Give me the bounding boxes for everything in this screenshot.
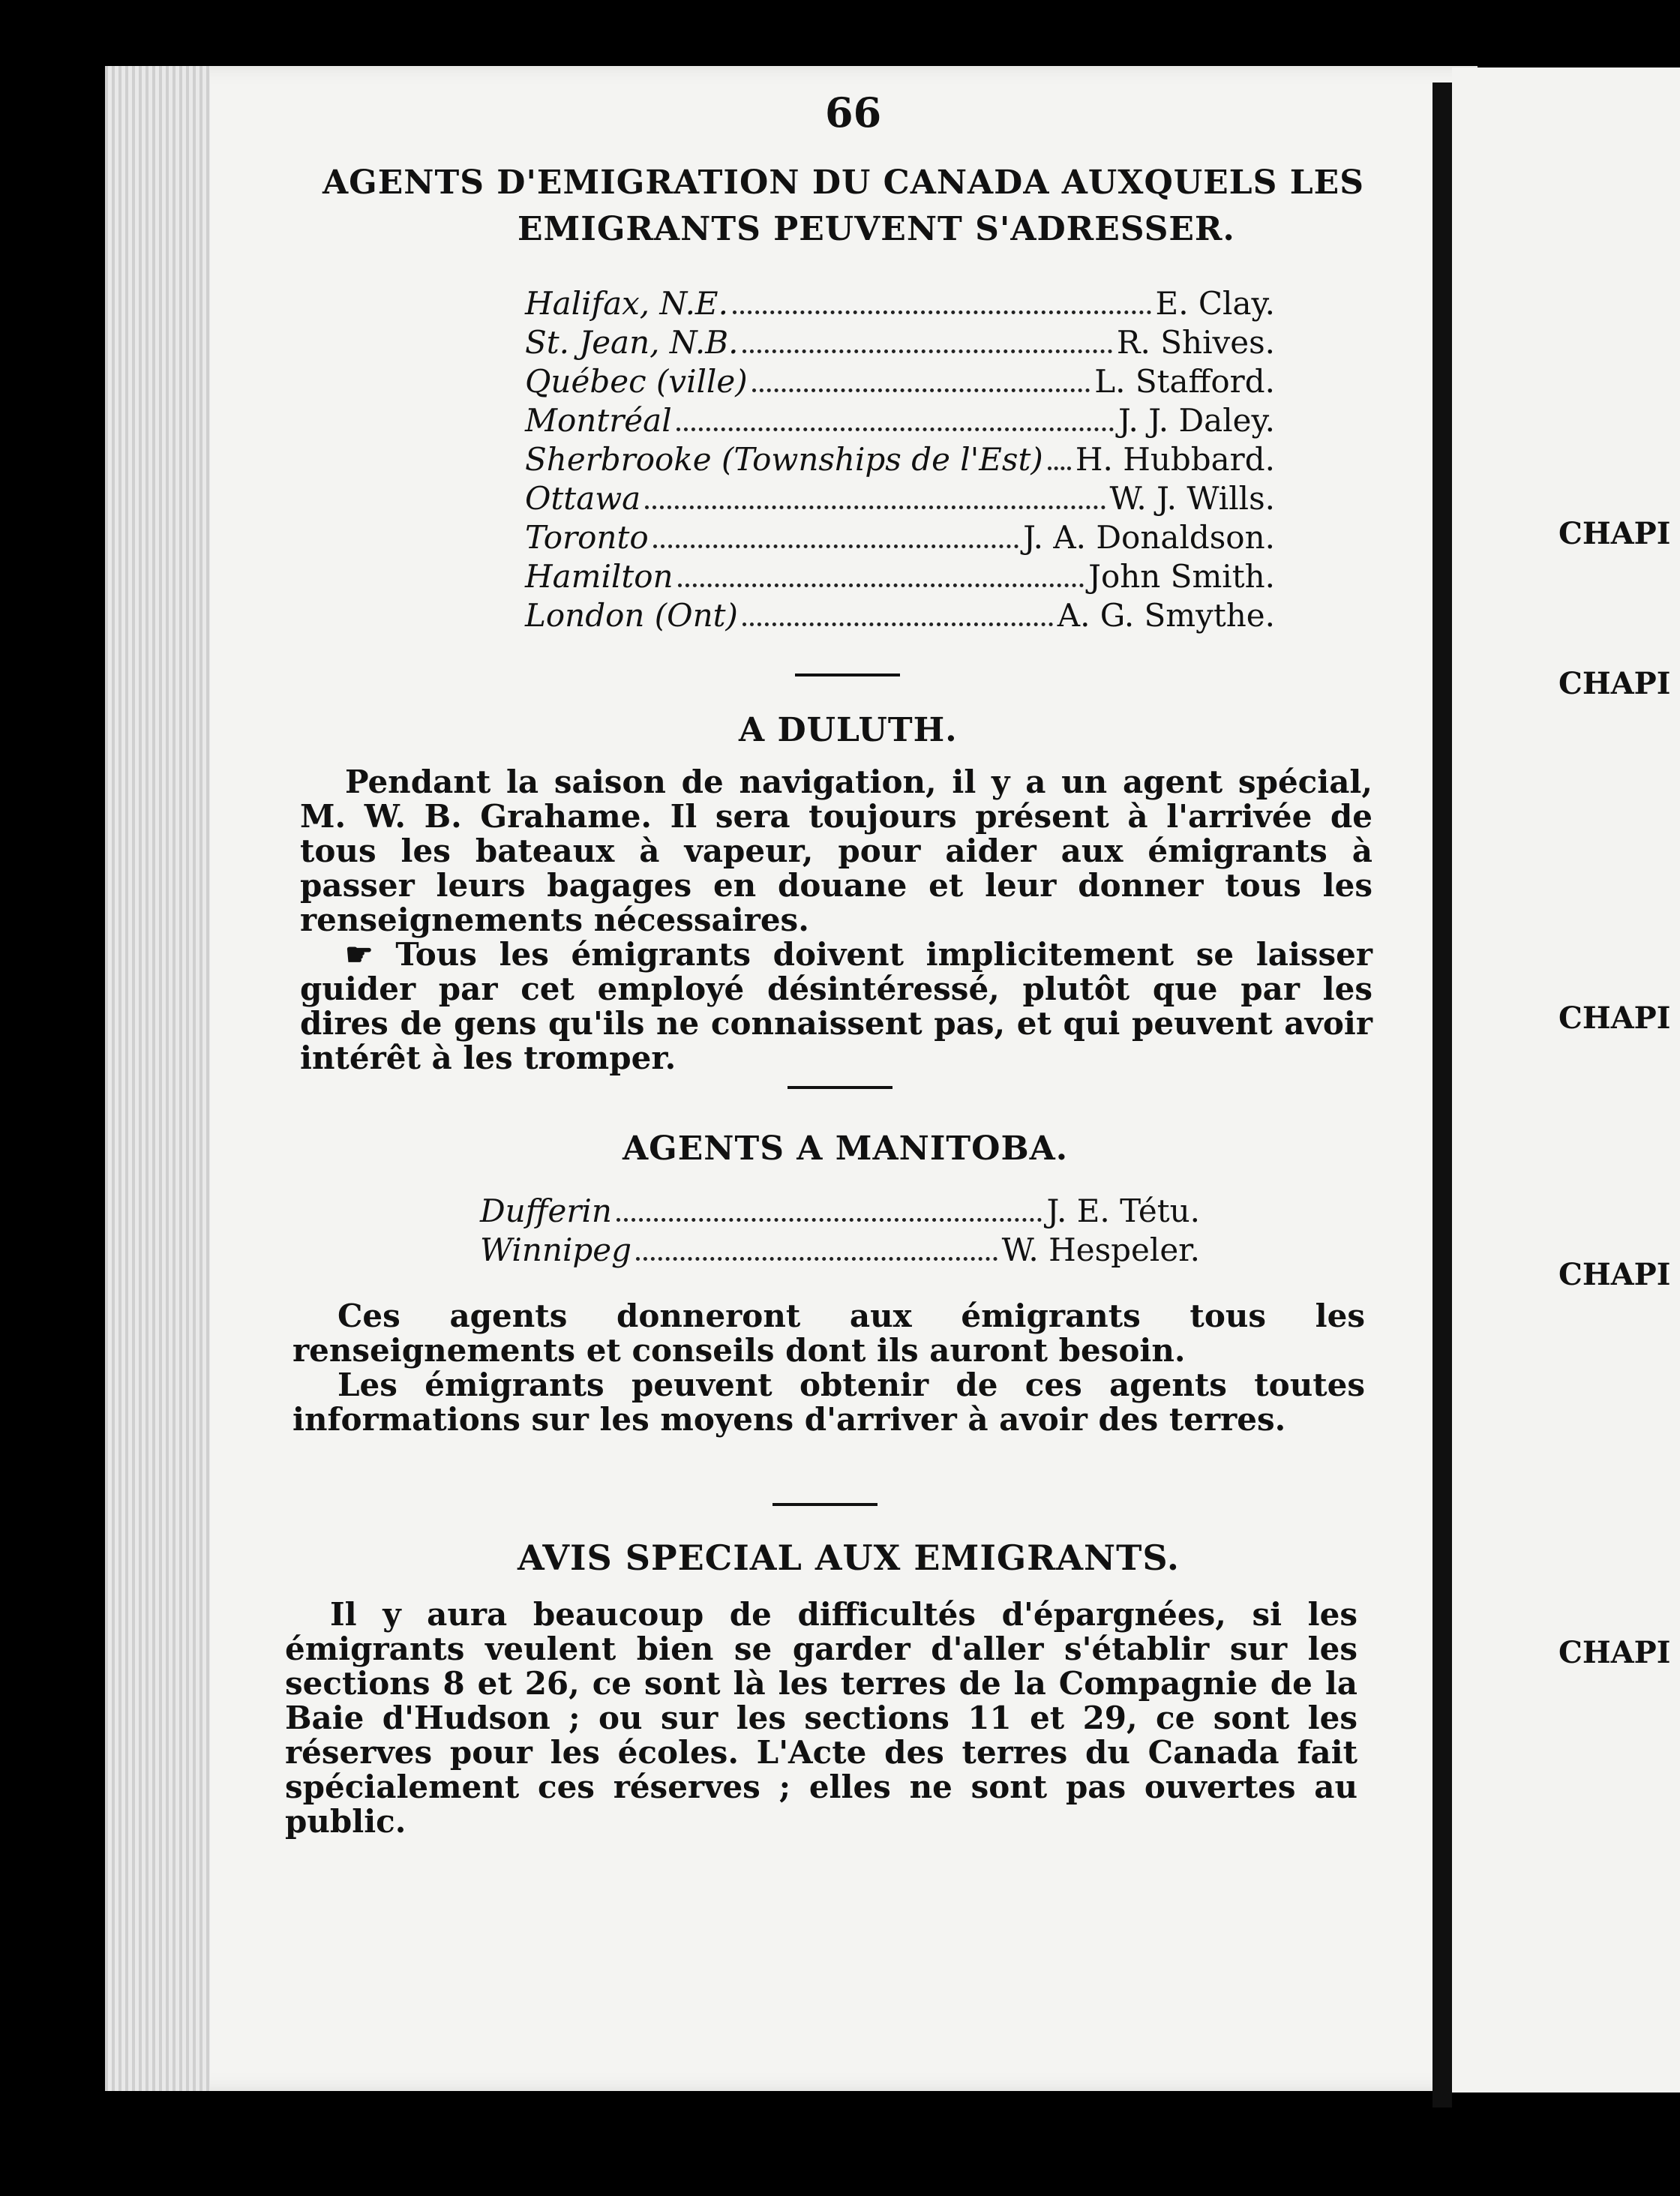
right-page-label: CHAPI	[1558, 1000, 1671, 1036]
agent-place: London (Ont)	[525, 597, 738, 634]
leader-dots	[616, 1218, 1042, 1222]
section-divider	[788, 1086, 892, 1089]
heading-agents-canada-line1: AGENTS D'EMIGRATION DU CANADA AUXQUELS LES	[322, 164, 1364, 202]
list-item	[525, 558, 1275, 597]
agent-place: Ottawa	[525, 480, 641, 517]
agent-place: Hamilton	[525, 558, 674, 595]
list-item	[480, 1232, 1200, 1270]
canada-agents-list	[525, 285, 1275, 636]
leader-dots	[752, 388, 1090, 392]
manitoba-paragraph-2: Les émigrants peuvent obtenir de ces agents toutes informations sur les moyens d'arriver à avoir des terres.	[292, 1366, 1365, 1438]
list-item	[525, 402, 1275, 441]
agent-place: Québec (ville)	[525, 363, 748, 400]
list-item	[525, 285, 1275, 324]
agent-name: L. Stafford.	[1094, 363, 1275, 400]
duluth-text	[300, 765, 1372, 1076]
agent-place: Toronto	[525, 519, 649, 556]
agent-name: W. J. Wills.	[1109, 480, 1275, 517]
agent-name: W. Hespeler.	[1001, 1232, 1200, 1268]
manitoba-text	[292, 1299, 1365, 1437]
list-item	[525, 363, 1275, 402]
list-item	[525, 519, 1275, 558]
agent-place: Sherbrooke (Townships de l'Est)	[525, 441, 1043, 478]
manitoba-agents-list	[480, 1192, 1200, 1270]
leader-dots	[676, 428, 1114, 431]
leader-dots	[678, 584, 1084, 587]
agent-place: Halifax, N.E.	[525, 285, 728, 322]
book-gutter	[1432, 82, 1452, 2108]
manitoba-paragraph-1: Ces agents donneront aux émigrants tous les renseignements et conseils dont ils auront besoin.	[292, 1298, 1365, 1369]
heading-avis: AVIS SPECIAL AUX EMIGRANTS.	[518, 1538, 1180, 1578]
list-item	[525, 480, 1275, 519]
agent-name: John Smith.	[1088, 558, 1275, 595]
agent-name: E. Clay.	[1155, 285, 1275, 322]
agent-place: Montréal	[525, 402, 672, 439]
avis-text	[285, 1598, 1358, 1839]
agent-name: J. A. Donaldson.	[1023, 519, 1275, 556]
list-item	[480, 1192, 1200, 1232]
leader-dots	[636, 1257, 998, 1261]
duluth-paragraph-2	[300, 938, 1372, 1076]
heading-duluth: A DULUTH.	[739, 711, 958, 749]
duluth-paragraph-1: Pendant la saison de navigation, il y a un agent spécial, M. W. B. Grahame. Il sera toujours présent à l'arrivée de tous les bateaux à vapeur, pour aider aux émigrants à passer leurs bagages en douane et leur donner tous les renseignements nécessaires.	[300, 764, 1372, 938]
section-divider	[795, 674, 900, 676]
leader-dots	[733, 310, 1151, 314]
agent-name: J. J. Daley.	[1118, 402, 1275, 439]
page-edges	[105, 66, 210, 2091]
right-page-label: CHAPI	[1558, 666, 1671, 701]
agent-name: R. Shives.	[1116, 324, 1275, 361]
list-item	[525, 597, 1275, 636]
list-item	[525, 441, 1275, 480]
agent-place: Winnipeg	[480, 1232, 632, 1268]
leader-dots	[742, 350, 1112, 353]
right-page	[1452, 68, 1680, 2092]
pointing-hand-icon: ☛	[345, 936, 374, 973]
leader-dots	[742, 622, 1053, 626]
heading-manitoba: AGENTS A MANITOBA.	[622, 1130, 1069, 1168]
list-item	[525, 324, 1275, 363]
right-page-label: CHAPI	[1558, 1635, 1671, 1670]
leader-dots	[653, 544, 1018, 548]
page-number: 66	[825, 88, 882, 136]
leader-dots	[645, 506, 1105, 509]
avis-paragraph: Il y aura beaucoup de difficultés d'épargnées, si les émigrants veulent bien se garder d'aller s'établir sur les sections 8 et 26, ce sont là les terres de la Compagnie de la Baie d'Hudson ; ou sur les sections 11 et 29, ce sont les réserves pour les écoles. L'Acte des terres du Canada fait spécialement ces réserves ; elles ne sont pas ouvertes au public.	[285, 1596, 1358, 1840]
agent-name: H. Hubbard.	[1075, 441, 1275, 478]
heading-agents-canada-line2: EMIGRANTS PEUVENT S'ADRESSER.	[518, 210, 1235, 248]
agent-name: J. E. Tétu.	[1046, 1192, 1200, 1229]
agent-place: St. Jean, N.B.	[525, 324, 739, 361]
section-divider	[772, 1503, 878, 1506]
duluth-paragraph-2-text: Tous les émigrants doivent implicitement se laisser guider par cet employé désintéressé, plutôt que par les dires de gens qu'ils ne connaissent pas, et qui peuvent avoir intérêt à les tromper.	[300, 936, 1373, 1076]
agent-name: A. G. Smythe.	[1057, 597, 1275, 634]
agent-place: Dufferin	[480, 1192, 612, 1229]
leader-dots	[1048, 466, 1071, 470]
right-page-label: CHAPI	[1558, 516, 1671, 551]
right-page-label: CHAPI	[1558, 1257, 1671, 1292]
